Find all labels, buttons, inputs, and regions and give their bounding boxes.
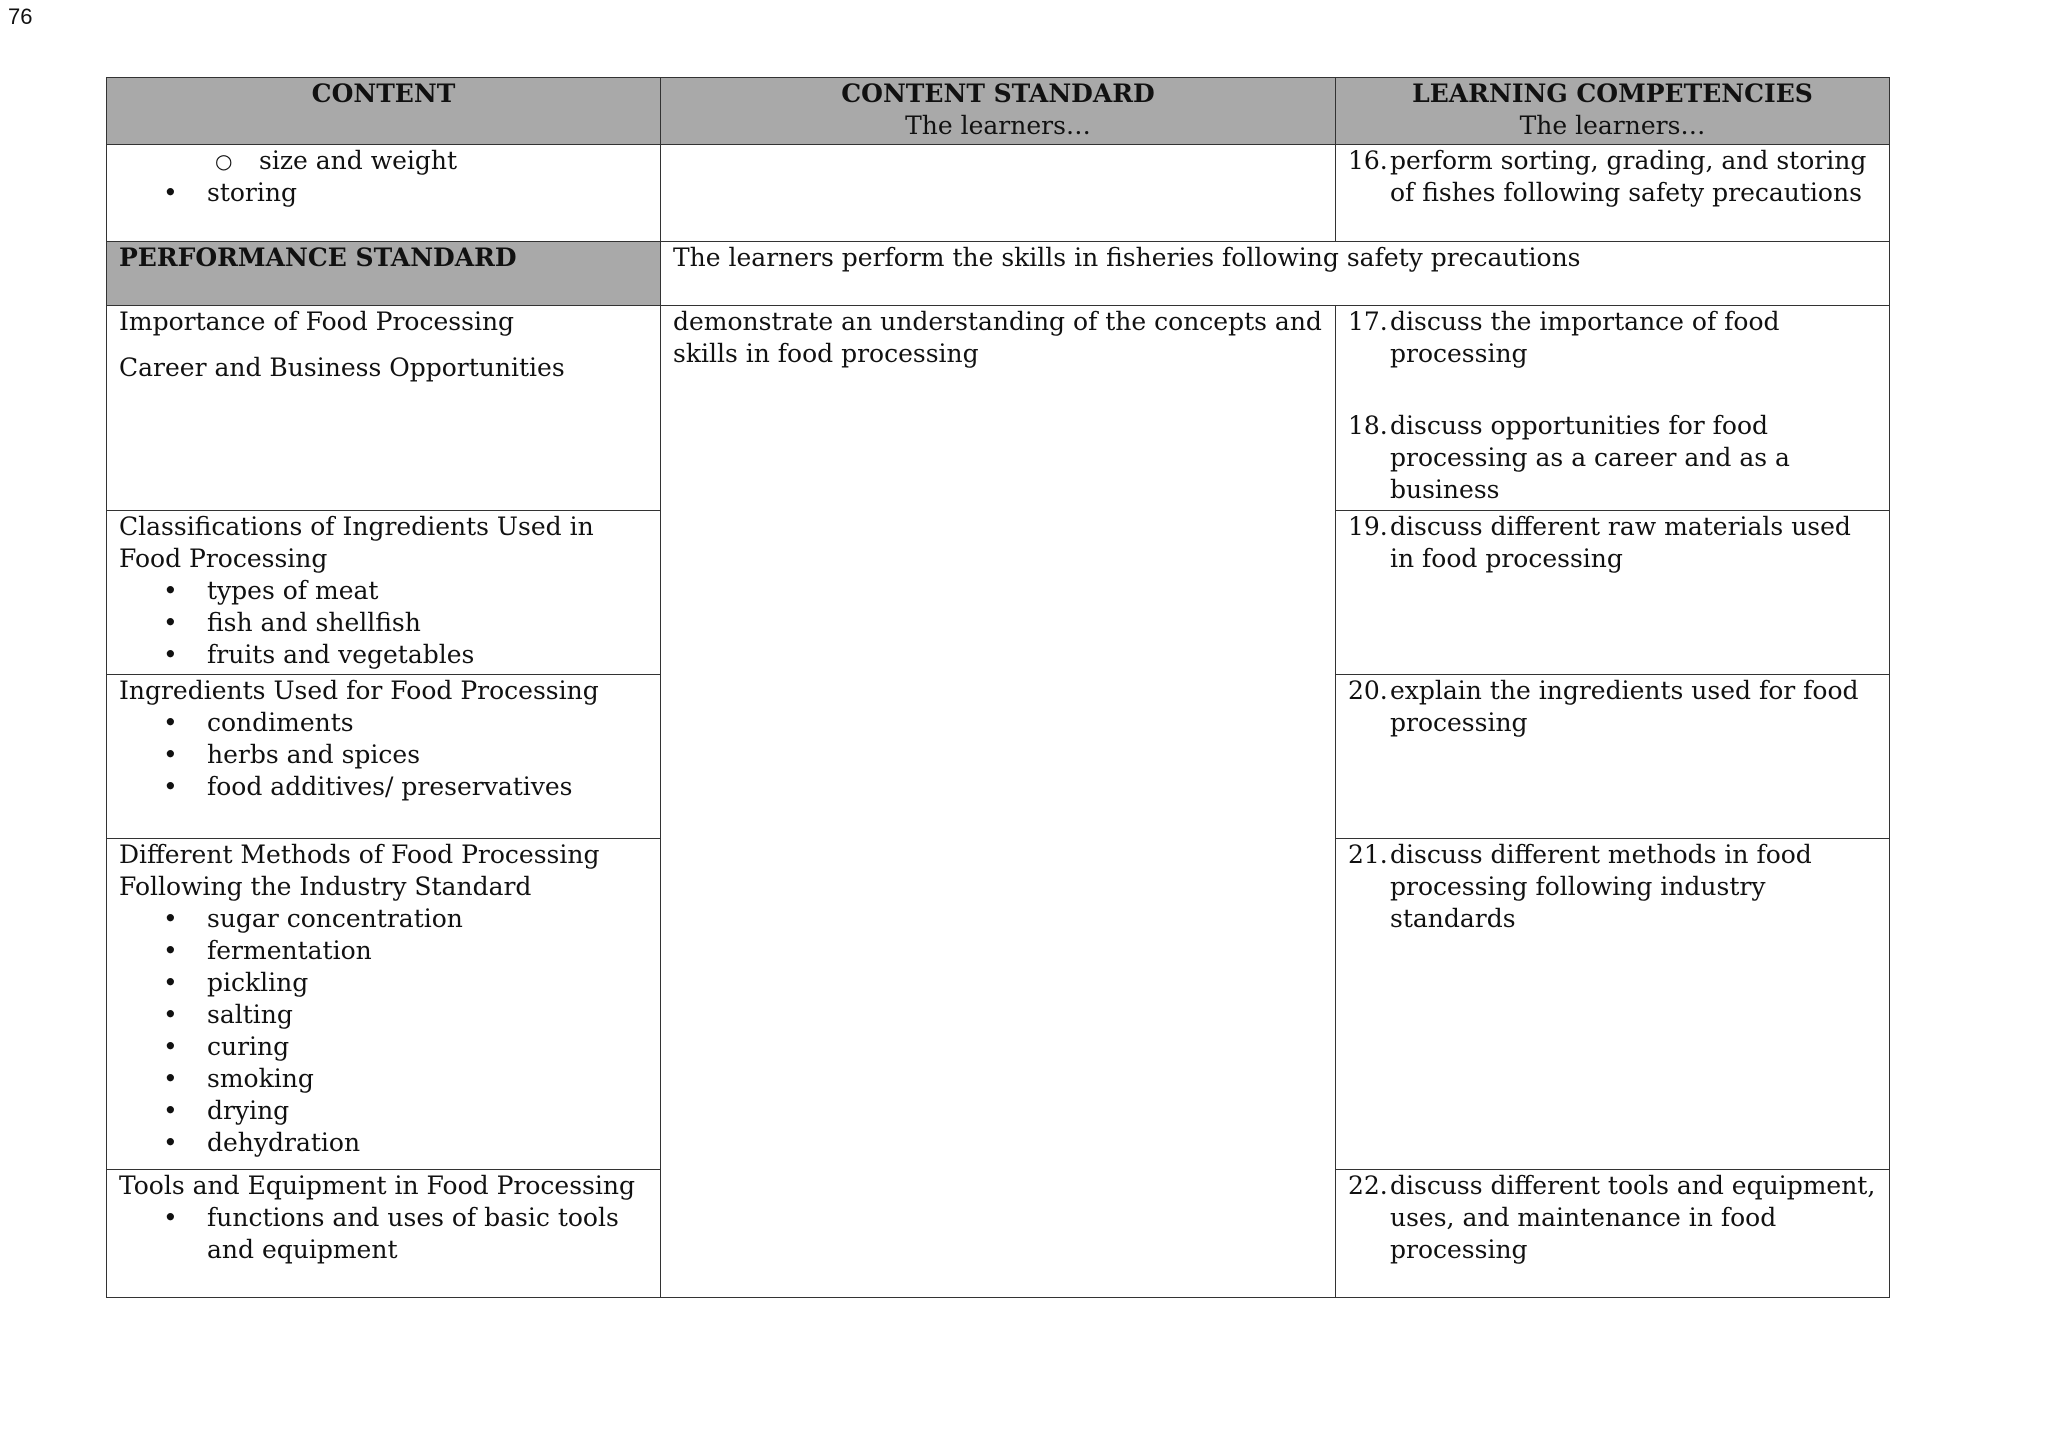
competency-cell [1336, 1170, 1890, 1298]
list-item: • drying [207, 1095, 648, 1127]
list-item: • condiments [207, 707, 648, 739]
list-item: • types of meat [207, 575, 648, 607]
header-content-standard: CONTENT STANDARD The learners… [661, 78, 1336, 145]
content-cell [107, 145, 661, 242]
content-cell [107, 839, 661, 1170]
competency-text: discuss opportunities for food processing as a career and as a business [1390, 411, 1790, 504]
header-content-standard-sub: The learners… [905, 111, 1091, 140]
curriculum-table [106, 77, 1890, 1298]
list-item: • dehydration [207, 1127, 648, 1159]
competency-text: discuss the importance of food processing [1390, 307, 1780, 368]
competency-number: 18. [1348, 411, 1388, 440]
content-standard-cell [661, 145, 1336, 242]
header-content: CONTENT [107, 78, 661, 145]
page-number: 76 [8, 4, 33, 29]
competency-text: discuss different tools and equipment, uses, and maintenance in food processing [1390, 1171, 1876, 1264]
competency-number: 17. [1348, 307, 1388, 336]
list-item: • fermentation [207, 935, 648, 967]
competency-text: perform sorting, grading, and storing of fishes following safety precautions [1390, 146, 1867, 207]
header-competencies-sub: The learners… [1519, 111, 1706, 140]
competency-cell [1336, 839, 1890, 1170]
content-title: Different Methods of Food Processing Following the Industry Standard [119, 840, 600, 901]
list-item: • functions and uses of basic tools and equipment [207, 1202, 648, 1266]
list-item: ○ size and weight [259, 145, 648, 177]
content-title: Classifications of Ingredients Used in Food Processing [119, 512, 594, 573]
competency-cell [1336, 145, 1890, 242]
competency-number: 20. [1348, 676, 1388, 705]
list-item: • smoking [207, 1063, 648, 1095]
content-cell [107, 675, 661, 839]
list-item: • food additives/ preservatives [207, 771, 648, 803]
competency-text: discuss different methods in food processing following industry standards [1390, 840, 1812, 933]
competency-number: 19. [1348, 512, 1388, 541]
list-item: • pickling [207, 967, 648, 999]
list-item: • fish and shellfish [207, 607, 648, 639]
competency-text: discuss different raw materials used in food processing [1390, 512, 1851, 573]
content-standard-cell [661, 306, 1336, 1298]
list-item: • sugar concentration [207, 903, 648, 935]
competency-number: 21. [1348, 840, 1388, 869]
competency-text: explain the ingredients used for food processing [1390, 676, 1859, 737]
content-line: Career and Business Opportunities [119, 353, 565, 382]
content-cell [107, 1170, 661, 1298]
competency-cell [1336, 675, 1890, 839]
content-standard-text: demonstrate an understanding of the concepts and skills in food processing [673, 307, 1322, 368]
list-item: • salting [207, 999, 648, 1031]
competency-number: 16. [1348, 146, 1388, 175]
header-row [107, 78, 1890, 145]
competency-number: 22. [1348, 1171, 1388, 1200]
competency-cell [1336, 511, 1890, 675]
list-item: • herbs and spices [207, 739, 648, 771]
content-cell [107, 306, 661, 511]
table-row [107, 306, 1890, 511]
header-learning-competencies: LEARNING COMPETENCIES The learners… [1336, 78, 1890, 145]
table-row [107, 145, 1890, 242]
performance-standard-label: PERFORMANCE STANDARD [107, 242, 661, 306]
list-item: • fruits and vegetables [207, 639, 648, 671]
list-item: • storing [207, 177, 648, 209]
list-item: • curing [207, 1031, 648, 1063]
competency-cell [1336, 306, 1890, 511]
content-title: Tools and Equipment in Food Processing [119, 1171, 635, 1200]
performance-standard-row [107, 242, 1890, 306]
performance-standard-text: The learners perform the skills in fisheries following safety precautions [661, 242, 1890, 306]
content-title: Ingredients Used for Food Processing [119, 676, 599, 705]
content-cell [107, 511, 661, 675]
content-line: Importance of Food Processing [119, 307, 515, 336]
